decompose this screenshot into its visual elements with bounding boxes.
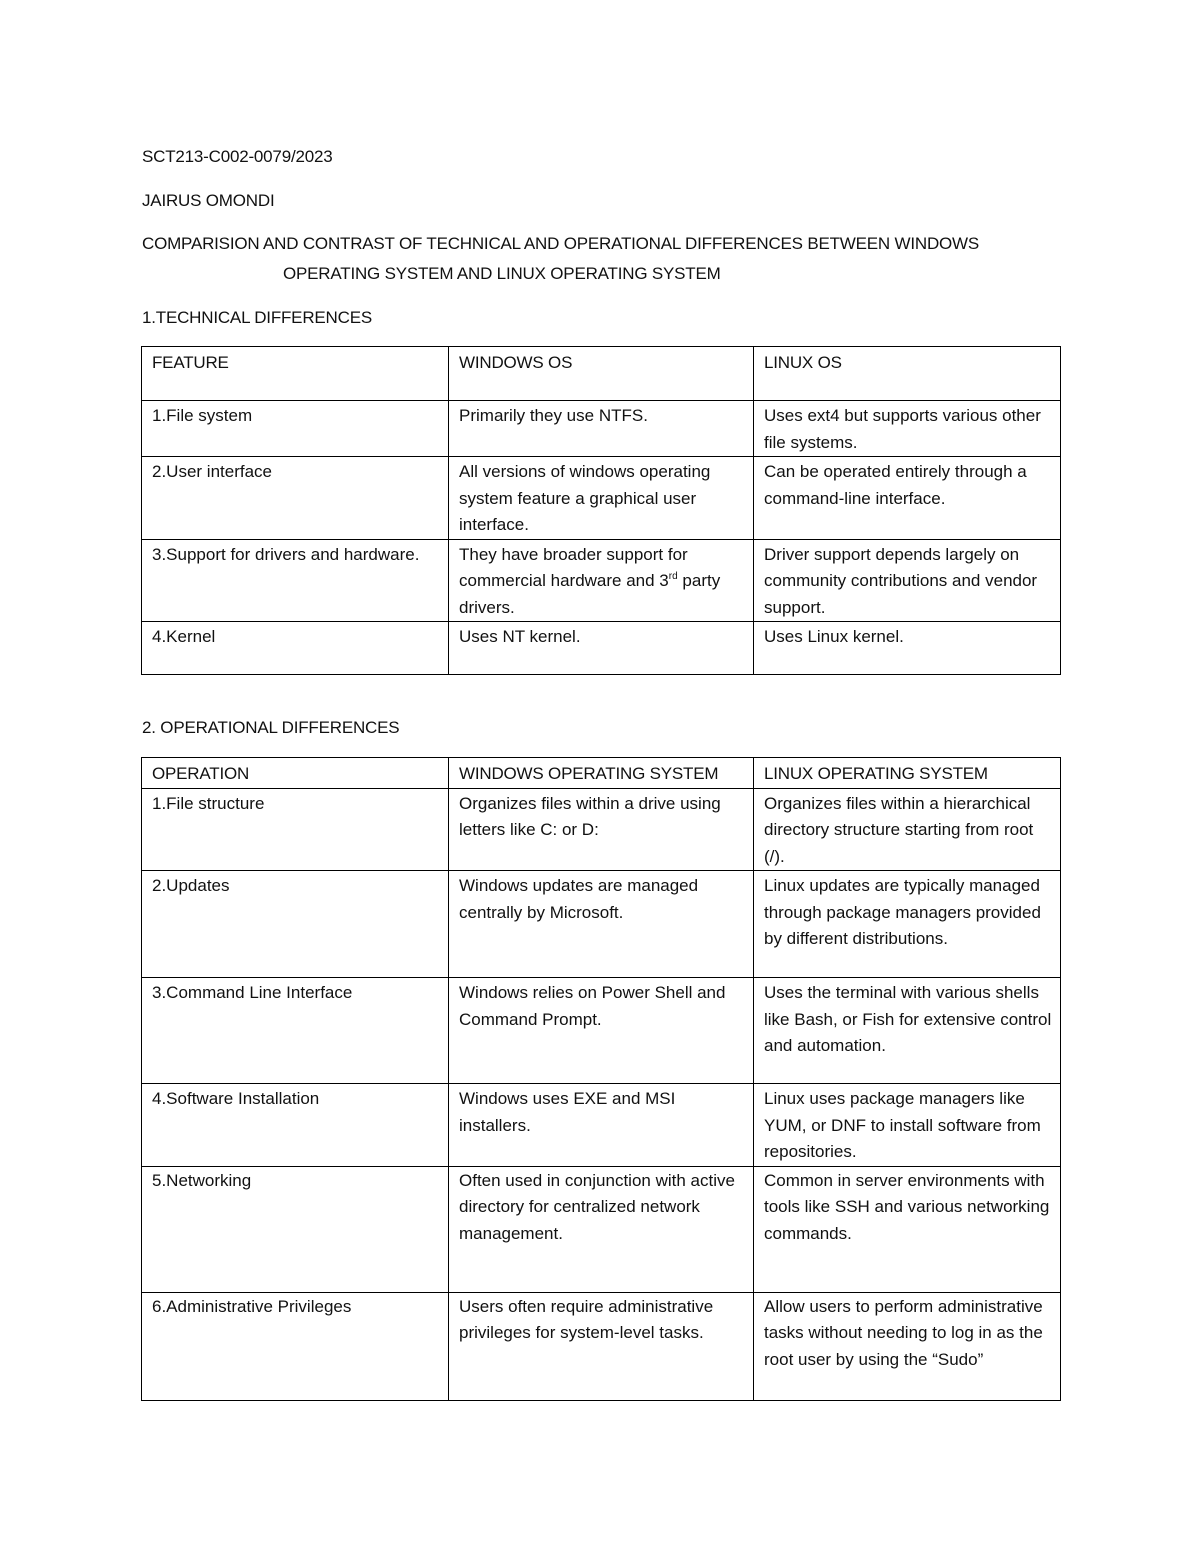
table-cell: Driver support depends largely on community contributions and vendor support. bbox=[754, 539, 1061, 622]
table-cell: Organizes files within a hierarchical directory structure starting from root (/). bbox=[754, 788, 1061, 871]
table-cell: 5.Networking bbox=[142, 1166, 449, 1292]
table-cell: Linux uses package managers like YUM, or DNF to install software from repositories. bbox=[754, 1084, 1061, 1167]
table-cell: Uses ext4 but supports various other file systems. bbox=[754, 401, 1061, 457]
table-cell: 4.Kernel bbox=[142, 622, 449, 675]
table-row bbox=[142, 457, 1061, 540]
table-cell: 4.Software Installation bbox=[142, 1084, 449, 1167]
table-cell: Windows updates are managed centrally by Microsoft. bbox=[449, 871, 754, 978]
column-header: LINUX OPERATING SYSTEM bbox=[754, 758, 1061, 789]
table-cell: 1.File system bbox=[142, 401, 449, 457]
table-row bbox=[142, 871, 1061, 978]
document-title-line2: OPERATING SYSTEM AND LINUX OPERATING SYSTEM bbox=[283, 264, 721, 283]
table-cell: Linux updates are typically managed through package managers provided by different distributions. bbox=[754, 871, 1061, 978]
table-cell: Can be operated entirely through a command-line interface. bbox=[754, 457, 1061, 540]
table-cell: Windows uses EXE and MSI installers. bbox=[449, 1084, 754, 1167]
operational-differences-table bbox=[141, 757, 1061, 1401]
table-cell: 1.File structure bbox=[142, 788, 449, 871]
table-cell: 3.Command Line Interface bbox=[142, 978, 449, 1084]
table-cell: 3.Support for drivers and hardware. bbox=[142, 539, 449, 622]
table-row bbox=[142, 1292, 1061, 1400]
student-name: JAIRUS OMONDI bbox=[142, 191, 275, 210]
technical-heading: 1.TECHNICAL DIFFERENCES bbox=[142, 308, 372, 327]
table-cell: 2.User interface bbox=[142, 457, 449, 540]
superscript: rd bbox=[668, 571, 678, 582]
student-id: SCT213-C002-0079/2023 bbox=[142, 147, 333, 166]
table-row bbox=[142, 788, 1061, 871]
table-cell: Common in server environments with tools like SSH and various networking commands. bbox=[754, 1166, 1061, 1292]
table-cell: Organizes files within a drive using letters like C: or D: bbox=[449, 788, 754, 871]
table-cell: Users often require administrative privileges for system-level tasks. bbox=[449, 1292, 754, 1400]
table-cell: Allow users to perform administrative tasks without needing to log in as the root user by using the “Sudo” bbox=[754, 1292, 1061, 1400]
technical-differences-table bbox=[141, 346, 1061, 675]
table-cell: All versions of windows operating system feature a graphical user interface. bbox=[449, 457, 754, 540]
column-header: LINUX OS bbox=[754, 347, 1061, 401]
table-row bbox=[142, 1166, 1061, 1292]
document-title-line1: COMPARISION AND CONTRAST OF TECHNICAL AND OPERATIONAL DIFFERENCES BETWEEN WINDOWS bbox=[142, 234, 980, 253]
table-cell: 6.Administrative Privileges bbox=[142, 1292, 449, 1400]
table-cell: Primarily they use NTFS. bbox=[449, 401, 754, 457]
column-header: WINDOWS OPERATING SYSTEM bbox=[449, 758, 754, 789]
table-cell: Windows relies on Power Shell and Command Prompt. bbox=[449, 978, 754, 1084]
table-cell: Often used in conjunction with active directory for centralized network management. bbox=[449, 1166, 754, 1292]
table-cell: Uses the terminal with various shells like Bash, or Fish for extensive control and automation. bbox=[754, 978, 1061, 1084]
table-cell: 2.Updates bbox=[142, 871, 449, 978]
operational-heading: 2. OPERATIONAL DIFFERENCES bbox=[142, 718, 400, 737]
cell-text: They have broader support for commercial hardware and 3 bbox=[459, 544, 688, 590]
table-cell bbox=[449, 539, 754, 622]
table-cell: Uses NT kernel. bbox=[449, 622, 754, 675]
column-header: OPERATION bbox=[142, 758, 449, 789]
column-header: FEATURE bbox=[142, 347, 449, 401]
table-row bbox=[142, 539, 1061, 622]
table-cell: Uses Linux kernel. bbox=[754, 622, 1061, 675]
table-header-row bbox=[142, 347, 1061, 401]
table-row bbox=[142, 978, 1061, 1084]
table-header-row bbox=[142, 758, 1061, 789]
column-header: WINDOWS OS bbox=[449, 347, 754, 401]
table-row bbox=[142, 622, 1061, 675]
table-row bbox=[142, 1084, 1061, 1167]
cell-text-tail: party drivers. bbox=[459, 571, 721, 617]
table-row bbox=[142, 401, 1061, 457]
